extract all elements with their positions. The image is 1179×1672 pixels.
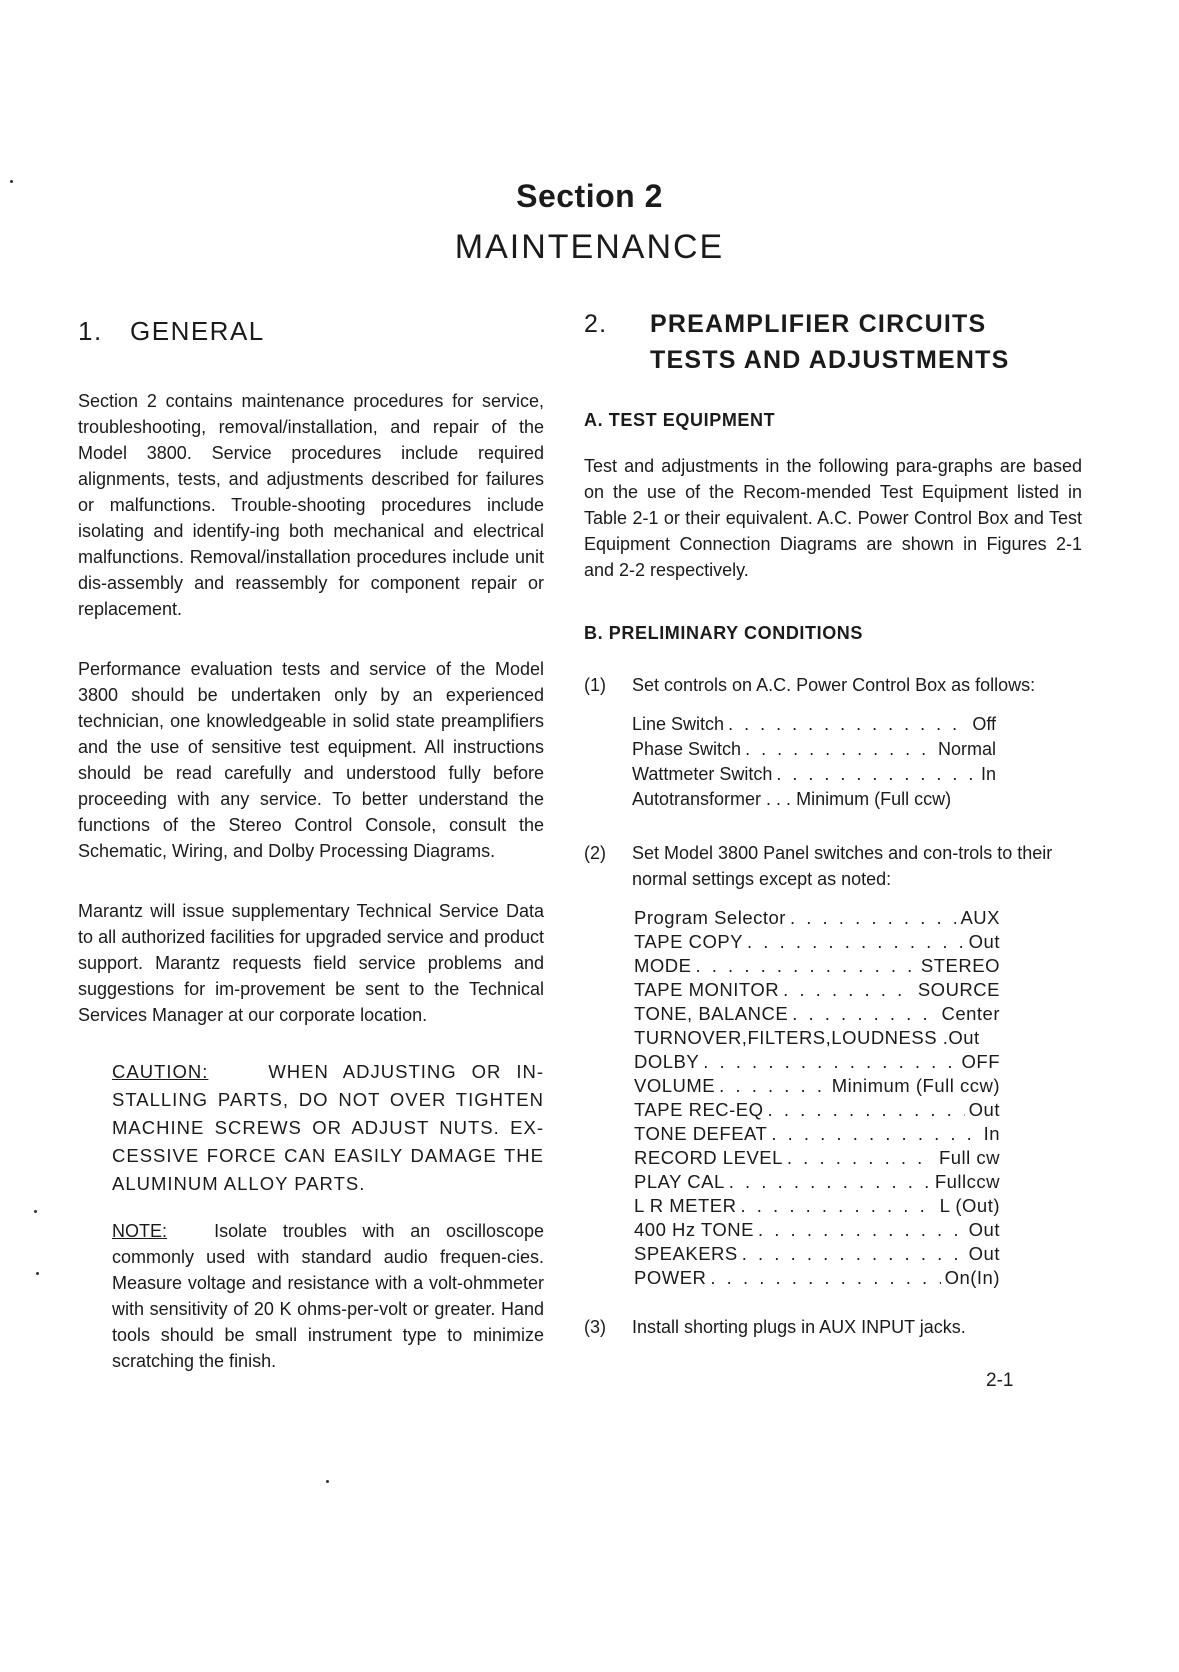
setting-value: Minimum (Full ccw) [796, 789, 952, 809]
setting-row [632, 737, 996, 762]
step-text: Set controls on A.C. Power Control Box as follows: [632, 675, 1036, 695]
power-box-settings [584, 712, 996, 812]
step-text: Set Model 3800 Panel switches and con-trols to their normal settings except as noted: [632, 843, 1053, 889]
setting-row [634, 1194, 1000, 1218]
setting-row [634, 930, 1000, 954]
leader-dots [741, 1194, 936, 1218]
caution-text: WHEN ADJUSTING OR IN-STALLING PARTS, DO NOT OVER TIGHTEN MACHINE SCREWS OR ADJUST NUTS. EX-CESSIVE FORCE CAN EASILY DAMAGE THE ALUMINUM ALLOY PARTS. [112, 1061, 545, 1194]
step-3 [584, 1314, 1082, 1340]
setting-value: Out [968, 1099, 1000, 1120]
setting-label: RECORD LEVEL [634, 1147, 783, 1168]
setting-label: Autotransformer . . . [632, 789, 792, 809]
leader-dots [696, 954, 917, 978]
setting-label: TONE DEFEAT [634, 1123, 768, 1144]
setting-label: MODE [634, 955, 692, 976]
leader-dots [771, 1122, 979, 1146]
note-label: NOTE: [112, 1221, 168, 1241]
scan-speck [10, 180, 13, 183]
leader-dots [787, 1146, 935, 1170]
setting-value: L (Out) [939, 1195, 1000, 1216]
left-column [78, 314, 544, 1374]
setting-label: Wattmeter Switch [632, 764, 773, 784]
setting-label: TAPE REC-EQ [634, 1099, 764, 1120]
leader-dots [783, 978, 914, 1002]
note-text: Isolate troubles with an oscilloscope commonly used with standard audio frequen-cies. Measure voltage and resistance with a volt-ohmmeter with sensitivity of 20 K ohms-per-volt or greater. Hand tools should be small instrument type to minimize scratching the finish. [112, 1221, 544, 1371]
step-1 [584, 672, 1082, 698]
leader-dots [703, 1050, 957, 1074]
right-column [584, 306, 1082, 1340]
setting-row [634, 1098, 1000, 1122]
general-heading [78, 314, 544, 348]
step-number: (1) [584, 675, 606, 695]
setting-row [634, 1146, 1000, 1170]
setting-label: TAPE COPY [634, 931, 744, 952]
leader-dots [758, 1218, 965, 1242]
setting-label: POWER [634, 1267, 707, 1288]
scan-speck [34, 1210, 37, 1213]
step-number: (3) [584, 1317, 606, 1337]
setting-value: Out [968, 931, 1000, 952]
setting-label: DOLBY [634, 1051, 700, 1072]
setting-value: Out [968, 1243, 1000, 1264]
step-number: (2) [584, 843, 606, 863]
step-text: Install shorting plugs in AUX INPUT jacks. [632, 1317, 966, 1337]
leader-dots [790, 906, 957, 930]
general-paragraph-1: Section 2 contains maintenance procedures for service, troubleshooting, removal/installation, and repair of the Model 3800. Service procedures include required alignments, tests, and adjustments described for failures or malfunctions. Trouble-shooting procedures include isolating and identify-ing both mechanical and electrical malfunctions. Removal/installation procedures include unit dis-assembly and reassembly for component repair or replacement. [78, 391, 544, 619]
setting-value: AUX [960, 907, 1000, 928]
setting-label: Program Selector [634, 907, 786, 928]
setting-row [634, 1074, 1000, 1098]
scan-speck [326, 1480, 329, 1483]
leader-dots [710, 1266, 940, 1290]
page-number: 2-1 [986, 1370, 1014, 1391]
leader-dots [747, 930, 965, 954]
setting-row [634, 1218, 1000, 1242]
setting-label: SPEAKERS [634, 1243, 738, 1264]
setting-row [634, 978, 1000, 1002]
general-paragraph-2: Performance evaluation tests and service of the Model 3800 should be undertaken only by an experienced technician, one knowledgeable in solid state preamplifiers and the use of sensitive test equipment. All instructions should be read carefully and understood fully before proceeding with any service. To better understand the functions of the Stereo Control Console, consult the Schematic, Wiring, and Dolby Processing Diagrams. [78, 659, 544, 861]
leader-dots [719, 1074, 828, 1098]
setting-row [634, 1002, 1000, 1026]
setting-row [632, 712, 996, 737]
setting-row [632, 787, 996, 812]
caution-label: CAUTION: [112, 1061, 209, 1082]
setting-row [634, 1242, 1000, 1266]
setting-row [634, 906, 1000, 930]
setting-label: TAPE MONITOR [634, 979, 780, 1000]
setting-value: Out [968, 1219, 1000, 1240]
setting-label: VOLUME [634, 1075, 716, 1096]
caution-notice [112, 1058, 544, 1198]
setting-value: SOURCE [917, 979, 1000, 1000]
heading-line-1: PREAMPLIFIER CIRCUITS [650, 310, 987, 338]
preamp-heading [584, 306, 1082, 378]
heading-text: GENERAL [130, 316, 265, 346]
setting-row [634, 954, 1000, 978]
notes-block [112, 1058, 544, 1374]
setting-label: PLAY CAL [634, 1171, 725, 1192]
heading-number: 2. [584, 310, 608, 338]
setting-row [632, 762, 996, 787]
setting-value: STEREO [920, 955, 1000, 976]
setting-label: TURNOVER,FILTERS,LOUDNESS [634, 1027, 938, 1048]
setting-label: Line Switch [632, 714, 725, 734]
heading-line-2: TESTS AND ADJUSTMENTS [650, 346, 1010, 374]
leader-dots [728, 712, 968, 737]
setting-row [634, 1026, 1000, 1050]
setting-value: OFF [961, 1051, 1000, 1072]
section-number: Section 2 [516, 178, 663, 214]
leader-dots [729, 1170, 931, 1194]
setting-label: TONE, BALANCE [634, 1003, 789, 1024]
note-notice [112, 1218, 544, 1374]
setting-value: Minimum (Full ccw) [831, 1075, 1000, 1096]
general-paragraph-3: Marantz will issue supplementary Technical Service Data to all authorized facilities for upgraded service and product support. Marantz requests field service problems and suggestions for im-provement be sent to the Technical Services Manager at our corporate location. [78, 901, 544, 1025]
leader-dots [768, 1098, 965, 1122]
leader-dots [745, 737, 934, 762]
setting-row [634, 1122, 1000, 1146]
setting-value: .Out [942, 1027, 980, 1048]
test-equipment-paragraph: Test and adjustments in the following para-graphs are based on the use of the Recom-mended Test Equipment listed in Table 2-1 or their equivalent. A.C. Power Control Box and Test Equipment Connection Diagrams are shown in Figures 2-1 and 2-2 respectively. [584, 456, 1082, 580]
setting-row [634, 1266, 1000, 1290]
setting-value: In [983, 1123, 1000, 1144]
setting-row [634, 1050, 1000, 1074]
test-equipment-heading: A. TEST EQUIPMENT [584, 410, 776, 430]
leader-dots [792, 1002, 937, 1026]
setting-value: In [980, 764, 996, 784]
panel-settings [584, 906, 1000, 1290]
setting-value: Off [972, 714, 996, 734]
scan-speck [36, 1272, 39, 1275]
setting-value: On(In) [944, 1267, 1000, 1288]
setting-label: 400 Hz TONE [634, 1219, 754, 1240]
setting-value: Normal [937, 739, 996, 759]
setting-value: Fullccw [934, 1171, 1000, 1192]
setting-label: Phase Switch [632, 739, 742, 759]
setting-value: Center [941, 1003, 1000, 1024]
section-title: MAINTENANCE [454, 228, 725, 266]
setting-row [634, 1170, 1000, 1194]
heading-number: 1. [78, 316, 103, 346]
setting-value: Full cw [938, 1147, 1000, 1168]
leader-dots [776, 762, 977, 787]
preliminary-conditions-heading: B. PRELIMINARY CONDITIONS [584, 623, 864, 643]
step-2 [584, 840, 1082, 892]
setting-label: L R METER [634, 1195, 737, 1216]
leader-dots [742, 1242, 965, 1266]
